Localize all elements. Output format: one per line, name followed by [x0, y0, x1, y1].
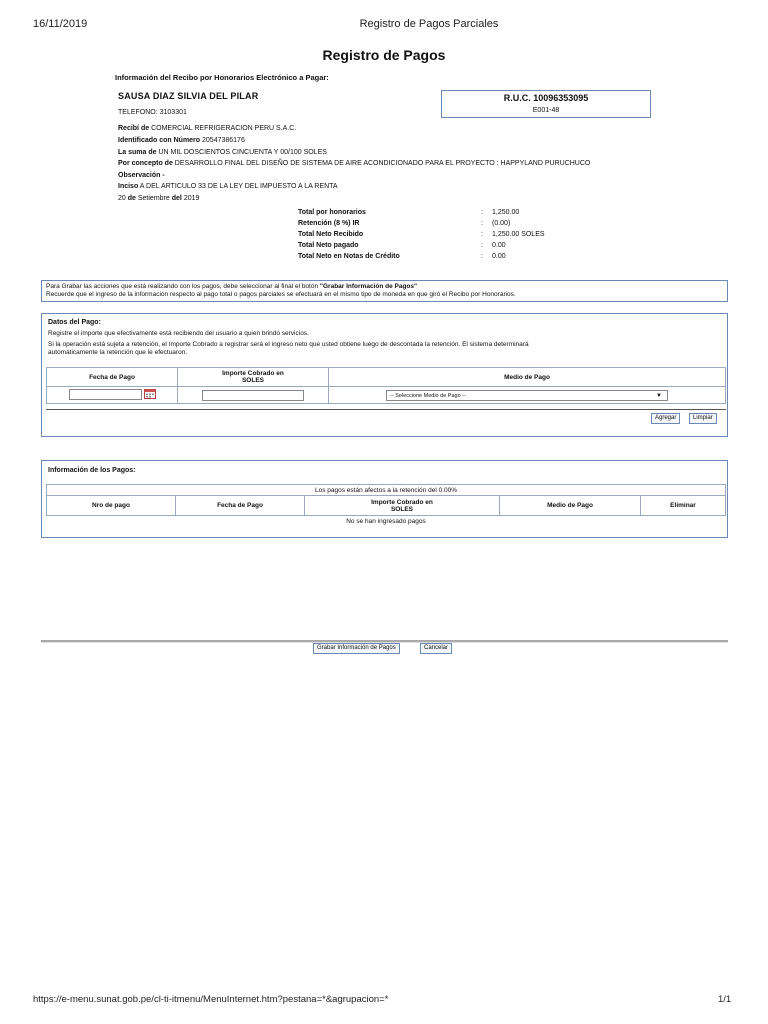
- issuer-phone: TELEFONO: 3103301: [118, 109, 187, 116]
- col-eliminar: Eliminar: [641, 496, 726, 516]
- info-pagos-title: Información de los Pagos:: [48, 467, 136, 474]
- medio-pago-select[interactable]: -- Seleccione Medio de Pago -- ▼: [386, 390, 668, 401]
- cancelar-button[interactable]: Cancelar: [420, 643, 452, 654]
- print-date: 16/11/2019: [33, 18, 88, 30]
- datos-pago-text-3: automáticamente la retención que le efectuaron.: [48, 349, 188, 356]
- total-neto-pagado-value: 0.00: [492, 242, 506, 249]
- total-neto-pagado-label: Total Neto pagado: [298, 242, 359, 249]
- col-fecha-pago-list: Fecha de Pago: [176, 496, 305, 516]
- agregar-button[interactable]: Agregar: [651, 413, 680, 424]
- issuer-name: SAUSA DIAZ SILVIA DEL PILAR: [118, 91, 259, 101]
- total-honorarios-label: Total por honorarios: [298, 209, 366, 216]
- recibi-line: Recibí de COMERCIAL REFRIGERACION PERU S.A.C.: [118, 125, 297, 132]
- page-title: Registro de Pagos: [322, 47, 446, 63]
- identificado-line: Identificado con Número 20547386176: [118, 137, 245, 144]
- datos-pago-text-2: Si la operación está sujeta a retención, el Importe Cobrado a registrar será el ingreso neto que usted obtiene luego de descontada la retención. El sistema determinará: [48, 341, 529, 348]
- total-notas-credito-value: 0.00: [492, 253, 506, 260]
- datos-pago-panel: [41, 313, 728, 437]
- info-pagos-panel: [41, 460, 728, 538]
- col-importe-list: Importe Cobrado en SOLES: [305, 496, 500, 516]
- ruc-box: [441, 90, 651, 118]
- receipt-info-label: Información del Recibo por Honorarios Electrónico a Pagar:: [115, 73, 329, 82]
- col-nro-pago: Nro de pago: [47, 496, 176, 516]
- total-notas-credito-label: Total Neto en Notas de Crédito: [298, 253, 400, 260]
- fecha-line: 20 de Setiembre del 2019: [118, 195, 200, 202]
- chevron-down-icon: ▼: [656, 392, 662, 399]
- datos-pago-title: Datos del Pago:: [48, 319, 101, 326]
- retencion-label: Retención (8 %) IR: [298, 220, 360, 227]
- concepto-line: Por concepto de DESARROLLO FINAL DEL DISEÑO DE SISTEMA DE AIRE ACONDICIONADO PARA EL PROYECTO : HAPPYLAND PURUCHUCO: [118, 160, 591, 167]
- grabar-button[interactable]: Grabar Información de Pagos: [313, 643, 400, 654]
- col-medio-pago: Medio de Pago: [329, 368, 726, 387]
- inciso-line: Inciso A DEL ARTICULO 33 DE LA LEY DEL IMPUESTO A LA RENTA: [118, 183, 338, 190]
- datos-pago-table: [46, 367, 726, 404]
- retencion-note: Los pagos están afectos a la retención del 0.00%: [47, 485, 726, 496]
- total-honorarios-value: 1,250.00: [492, 209, 520, 216]
- observacion-line: Observación -: [118, 172, 165, 179]
- retencion-value: (0.00): [492, 220, 511, 227]
- total-neto-recibido-label: Total Neto Recibido: [298, 231, 364, 238]
- print-title: Registro de Pagos Parciales: [359, 18, 499, 30]
- suma-line: La suma de UN MIL DOSCIENTOS CINCUENTA Y 00/100 SOLES: [118, 149, 327, 156]
- receipt-serie: E001-48: [532, 107, 560, 114]
- footer-page: 1/1: [718, 994, 732, 1005]
- col-importe: Importe Cobrado en SOLES: [178, 368, 329, 387]
- datos-pago-text-1: Registre el importe que efectivamente está recibiendo del usuario a quien brindó servicios.: [48, 330, 309, 337]
- importe-input[interactable]: [202, 390, 304, 401]
- fecha-pago-input[interactable]: [69, 389, 142, 400]
- ruc-number: R.U.C. 10096353095: [503, 93, 589, 103]
- empty-message: No se han ingresado pagos: [346, 517, 426, 525]
- col-fecha-pago: Fecha de Pago: [47, 368, 178, 387]
- col-medio-pago-list: Medio de Pago: [500, 496, 641, 516]
- info-pagos-table: [46, 484, 726, 527]
- total-neto-recibido-value: 1,250.00 SOLES: [492, 231, 545, 238]
- calendar-icon[interactable]: [144, 389, 156, 399]
- save-notice: Para Grabar las acciones que está realizando con los pagos, debe seleccionar al final el botón "Grabar Información de Pagos" Recuerde que el ingreso de la información respecto al pago total o pagos parciales se efectuará en el mismo tipo de moneda en que giró el Recibo por Honorarios.: [41, 280, 728, 302]
- limpiar-button[interactable]: Limpiar: [689, 413, 717, 424]
- divider: [46, 409, 726, 410]
- footer-url: https://e-menu.sunat.gob.pe/cl-ti-itmenu/MenuInternet.htm?pestana=*&agrupacion=*: [33, 994, 389, 1005]
